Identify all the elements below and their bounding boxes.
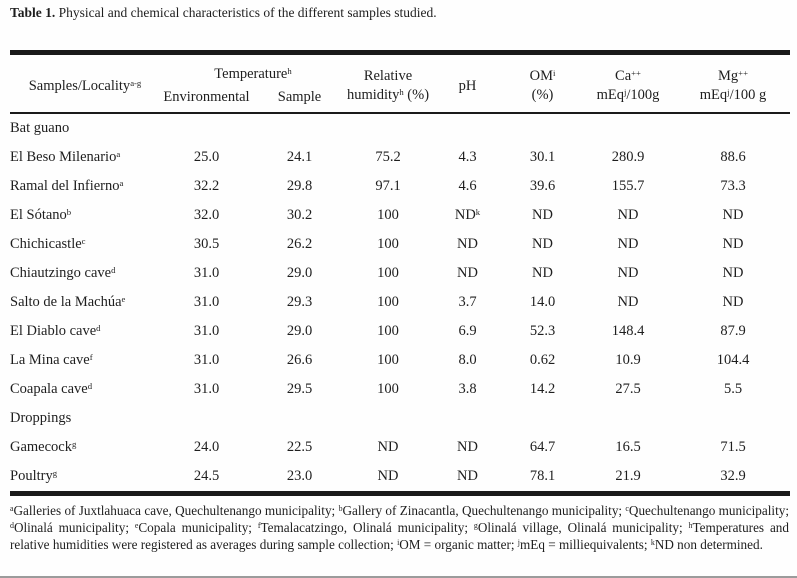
header-ca-sup: ++ [631, 68, 641, 79]
footnote-marker: f [257, 521, 261, 531]
value-cell: 30.2 [286, 207, 313, 223]
value-cell: 3.7 [458, 294, 477, 310]
value-cell: ND [722, 294, 744, 310]
value-cell: 104.4 [716, 352, 750, 368]
table-row [10, 143, 790, 172]
header-temp-sample: Sample [277, 89, 322, 105]
value-cell: 24.1 [286, 149, 313, 165]
header-humidity-line1: Relative [363, 68, 413, 84]
header-mg-unit-sup: j [727, 87, 730, 98]
value-cell: 32.0 [193, 207, 220, 223]
value-cell: ND [457, 439, 478, 455]
sample-name: El Beso Milenario$^a$ [10, 149, 121, 165]
value-cell: 88.6 [720, 149, 746, 165]
value-cell: 8.0 [458, 352, 477, 368]
value-cell: ND [532, 265, 553, 281]
sample-name: Chichicastle$^c$ [10, 236, 86, 252]
header-ca-unit-post: /100g [626, 87, 660, 103]
header-relative-humidity [346, 53, 430, 114]
header-humidity-sup: h [399, 87, 404, 98]
sample-name: Ramal del Infierno$^a$ [10, 178, 124, 194]
table-row [10, 201, 790, 230]
value-cell: 78.1 [529, 468, 556, 484]
value-cell: ND [457, 265, 478, 281]
value-cell: 52.3 [529, 323, 556, 339]
header-samples-sup: a-g [130, 77, 142, 88]
value-cell: 26.2 [286, 236, 313, 252]
footnote-marker: c [625, 504, 629, 514]
value-cell: 71.5 [720, 439, 746, 455]
value-cell: 155.7 [611, 178, 645, 194]
value-cell: ND [457, 468, 478, 484]
footnote-marker: k [650, 538, 655, 548]
value-cell: ND [617, 236, 639, 252]
header-samples-locality [10, 53, 160, 114]
value-cell: ND [532, 236, 553, 252]
value-cell: 25.0 [193, 149, 220, 165]
footnote-marker: b [338, 504, 343, 514]
value-cell: 100 [377, 381, 399, 397]
value-cell: 73.3 [720, 178, 746, 194]
value-cell: 21.9 [615, 468, 641, 484]
footnote-text: Temalacatzingo, Olinalá municipality; [260, 520, 474, 535]
footnote-text: Galleries of Juxtlahuaca cave, Quechultenango municipality; [13, 503, 339, 518]
value-cell: ND [532, 207, 553, 223]
table-caption-number: Table 1. [10, 5, 56, 20]
value-cell: ND [377, 468, 399, 484]
footnote-text: Gallery of Zinacantla, Quechultenango municipality; [342, 503, 626, 518]
value-cell: 32.9 [720, 468, 746, 484]
group-row [10, 404, 790, 433]
footnote-text: OM = organic matter; [399, 537, 518, 552]
header-ca-unit: mEq [596, 87, 624, 103]
sample-name: Salto de la Machúa$^e$ [10, 294, 126, 310]
value-cell: 5.5 [723, 381, 743, 397]
value-cell: 6.9 [458, 323, 477, 339]
value-cell: 64.7 [529, 439, 556, 455]
footnote-marker: h [688, 521, 693, 531]
value-cell: 100 [377, 236, 399, 252]
table-caption-text: Physical and chemical characteristics of the different samples studied. [55, 5, 437, 20]
table-row [10, 230, 790, 259]
value-cell: ND [722, 236, 744, 252]
value-cell: ND [722, 265, 744, 281]
header-temp-environmental: Environmental [163, 89, 250, 105]
group-row [10, 113, 790, 143]
header-om-unit: (%) [531, 87, 554, 103]
table-row [10, 288, 790, 317]
value-cell: 75.2 [375, 149, 401, 165]
characteristics-table [10, 50, 790, 496]
value-cell: ND [617, 265, 639, 281]
value-cell: 29.5 [286, 381, 313, 397]
value-cell: 100 [377, 265, 399, 281]
header-temperature-label: Temperature [214, 65, 288, 82]
header-ph: pH [458, 77, 477, 94]
header-ca-unit-sup: j [623, 87, 627, 98]
value-cell: 16.5 [615, 439, 641, 455]
value-cell: 0.62 [529, 352, 556, 368]
table-row [10, 433, 790, 462]
header-mg-unit: mEq [699, 87, 728, 103]
value-cell: 87.9 [720, 323, 746, 339]
header-mg-label: Mg [718, 68, 739, 84]
value-cell: ND [457, 236, 478, 252]
footnote-text: Quechultenango municipality; [628, 503, 789, 518]
table-row [10, 172, 790, 201]
footnote-text: ND non determined. [654, 537, 763, 552]
value-cell: 26.6 [286, 352, 313, 368]
footnote-text: Olinalá municipality; [13, 520, 135, 535]
sample-name: Poultry$^g$ [10, 468, 58, 484]
value-cell: 29.0 [286, 323, 313, 339]
value-cell: 39.6 [529, 178, 556, 194]
value-cell: 31.0 [193, 323, 220, 339]
group-label: Droppings [10, 410, 72, 426]
sample-name: Chiautzingo cave$^d$ [10, 265, 116, 281]
footnote-marker: g [473, 521, 478, 531]
value-cell: 24.0 [193, 439, 220, 455]
footnote-text: Olinalá village, Olinalá municipality; [477, 520, 689, 535]
value-cell: 29.8 [286, 178, 313, 194]
value-cell: $ND^k$ [454, 207, 481, 223]
value-cell: 27.5 [615, 381, 641, 397]
header-humidity-line2: humidity [346, 87, 400, 103]
footnote-marker: j [517, 538, 520, 548]
value-cell: 14.0 [529, 294, 556, 310]
sample-name: El Sótano$^b$ [10, 207, 72, 223]
header-mg-unit-post: /100 g [729, 87, 767, 103]
value-cell: 31.0 [193, 381, 220, 397]
header-samples-label: Samples/Locality [28, 77, 131, 94]
value-cell: ND [617, 207, 639, 223]
value-cell: ND [377, 439, 399, 455]
footnote-marker: d [10, 521, 14, 531]
header-ca-label: Ca [615, 68, 632, 84]
value-cell: 29.0 [286, 265, 313, 281]
value-cell: 4.6 [458, 178, 477, 194]
table-row [10, 346, 790, 375]
footnote-text: Copala municipality; [138, 520, 258, 535]
header-om-sup: i [552, 68, 556, 79]
value-cell: 30.5 [193, 236, 220, 252]
header-temperature [160, 53, 346, 89]
header-mg-sup: ++ [738, 68, 748, 79]
group-label: Bat guano [10, 120, 70, 136]
header-mg [676, 53, 790, 114]
header-om [505, 53, 580, 114]
footnote-marker: e [134, 521, 139, 531]
value-cell: 10.9 [615, 352, 641, 368]
value-cell: 97.1 [375, 178, 401, 194]
value-cell: 280.9 [611, 149, 645, 165]
header-om-label: OM [529, 68, 553, 84]
header-humidity-unit: (%) [403, 87, 430, 103]
table-row [10, 317, 790, 346]
value-cell: 22.5 [286, 439, 313, 455]
table-row [10, 259, 790, 288]
sample-name: Coapala cave$^d$ [10, 381, 93, 397]
value-cell: 30.1 [529, 149, 556, 165]
sample-name: El Diablo cave$^d$ [10, 323, 101, 339]
footnote-marker: i [397, 538, 400, 548]
value-cell: 24.5 [193, 468, 220, 484]
value-cell: ND [722, 207, 744, 223]
table-footnotes [10, 502, 789, 553]
value-cell: 14.2 [529, 381, 556, 397]
value-cell: 23.0 [286, 468, 313, 484]
sample-name: Gamecock$^g$ [10, 439, 77, 455]
footnote-text: Temperatures and relative humidities were registered as averages during sample collection; [10, 520, 789, 552]
value-cell: 31.0 [193, 294, 220, 310]
footnote-marker: a [10, 504, 14, 514]
table-row [10, 375, 790, 404]
value-cell: 32.2 [193, 178, 220, 194]
value-cell: 3.8 [458, 381, 477, 397]
value-cell: 148.4 [611, 323, 645, 339]
value-cell: 100 [377, 294, 399, 310]
header-temperature-sup: h [287, 65, 292, 76]
value-cell: 31.0 [193, 352, 220, 368]
value-cell: ND [617, 294, 639, 310]
table-row [10, 462, 790, 494]
value-cell: 100 [377, 323, 399, 339]
sample-name: La Mina cave$^f$ [10, 352, 93, 368]
value-cell: 31.0 [193, 265, 220, 281]
table-caption [10, 4, 788, 21]
footnote-text: mEq = milliequivalents; [520, 537, 651, 552]
header-ca [580, 53, 676, 114]
value-cell: 4.3 [458, 149, 477, 165]
value-cell: 29.3 [286, 294, 313, 310]
value-cell: 100 [377, 352, 399, 368]
value-cell: 100 [377, 207, 399, 223]
